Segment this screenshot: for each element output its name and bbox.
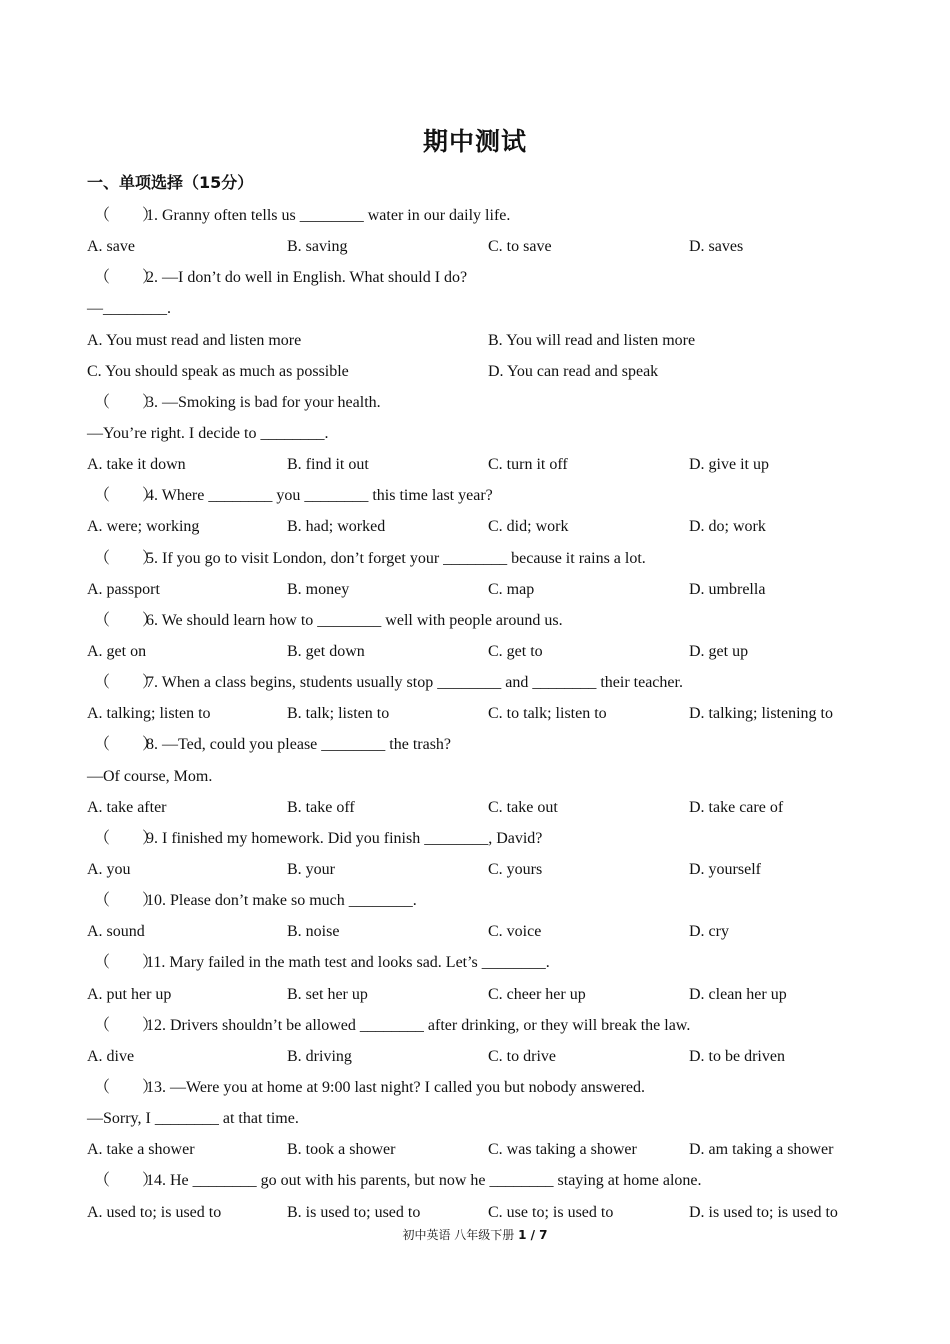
answer-option[interactable]: C. take out xyxy=(488,798,558,816)
answer-option[interactable]: D. cry xyxy=(689,923,729,941)
question-text: 12. Drivers shouldn’t be allowed ________ after drinking, or they will break the law. xyxy=(146,1016,691,1034)
answer-option[interactable]: B. You will read and listen more xyxy=(488,331,696,349)
question-list xyxy=(0,200,950,1228)
question-stem xyxy=(0,947,950,978)
answer-option[interactable]: D. to be driven xyxy=(689,1047,785,1065)
answer-option[interactable]: B. had; worked xyxy=(287,518,386,536)
answer-option[interactable]: C. yours xyxy=(488,860,543,878)
question-dialogue-line: —Sorry, I ________ at that time. xyxy=(87,1110,299,1128)
answer-option[interactable]: C. cheer her up xyxy=(488,985,586,1003)
answer-option[interactable]: A. put her up xyxy=(87,985,172,1003)
question-text: 11. Mary failed in the math test and looks sad. Let’s ________. xyxy=(146,954,550,972)
answer-option[interactable]: A. take a shower xyxy=(87,1141,195,1159)
answer-option[interactable]: A. dive xyxy=(87,1047,135,1065)
answer-blank[interactable]: （ ） xyxy=(94,1172,159,1190)
answer-option[interactable]: B. driving xyxy=(287,1047,352,1065)
answer-option[interactable]: A. You must read and listen more xyxy=(87,331,302,349)
answer-option[interactable]: D. clean her up xyxy=(689,985,787,1003)
answer-option[interactable]: B. talk; listen to xyxy=(287,705,390,723)
options-row xyxy=(0,356,950,387)
answer-option[interactable]: B. your xyxy=(287,860,335,878)
options-row xyxy=(0,916,950,947)
answer-option[interactable]: B. money xyxy=(287,580,350,598)
answer-option[interactable]: C. was taking a shower xyxy=(488,1141,637,1159)
question-text: 1. Granny often tells us ________ water in our daily life. xyxy=(146,207,511,224)
answer-option[interactable]: D. do; work xyxy=(689,518,766,536)
question-stem xyxy=(0,885,950,916)
answer-option[interactable]: D. is used to; is used to xyxy=(689,1203,838,1221)
question-text: 8. —Ted, could you please ________ the trash? xyxy=(146,736,452,754)
question-dialogue-line: —________. xyxy=(87,300,171,318)
options-row xyxy=(0,511,950,542)
answer-blank[interactable]: （ ） xyxy=(94,892,159,910)
answer-option[interactable]: C. to talk; listen to xyxy=(488,705,607,723)
question-stem xyxy=(0,262,950,293)
answer-option[interactable]: A. take after xyxy=(87,798,167,816)
question-stem xyxy=(0,729,950,760)
answer-option[interactable]: C. to drive xyxy=(488,1047,556,1065)
options-row xyxy=(0,449,950,480)
question-stem xyxy=(0,200,950,231)
question-stem xyxy=(0,480,950,511)
answer-option[interactable]: B. find it out xyxy=(287,456,369,474)
answer-option[interactable]: A. sound xyxy=(87,923,145,941)
question-stem xyxy=(0,605,950,636)
answer-blank[interactable]: （ ） xyxy=(94,207,159,224)
answer-option[interactable]: B. is used to; used to xyxy=(287,1203,421,1221)
answer-option[interactable]: B. saving xyxy=(287,238,348,256)
answer-blank[interactable]: （ ） xyxy=(94,674,159,692)
answer-option[interactable]: A. get on xyxy=(87,642,147,660)
answer-blank[interactable]: （ ） xyxy=(94,1078,159,1096)
answer-option[interactable]: C. get to xyxy=(488,642,543,660)
answer-option[interactable]: D. yourself xyxy=(689,860,761,878)
question-text: 4. Where ________ you ________ this time last year? xyxy=(146,487,493,505)
options-row xyxy=(0,1041,950,1072)
options-row xyxy=(0,636,950,667)
question-stem xyxy=(0,1072,950,1103)
answer-option[interactable]: C. You should speak as much as possible xyxy=(87,362,349,380)
answer-option[interactable]: D. saves xyxy=(689,238,744,256)
answer-blank[interactable]: （ ） xyxy=(94,487,159,505)
answer-option[interactable]: A. used to; is used to xyxy=(87,1203,222,1221)
question-text: 10. Please don’t make so much ________. xyxy=(146,892,417,910)
question-text: 5. If you go to visit London, don’t forget your ________ because it rains a lot. xyxy=(146,549,646,567)
answer-option[interactable]: A. were; working xyxy=(87,518,200,536)
answer-option[interactable]: D. talking; listening to xyxy=(689,705,833,723)
answer-option[interactable]: B. get down xyxy=(287,642,365,660)
answer-option[interactable]: C. to save xyxy=(488,238,552,256)
answer-option[interactable]: B. set her up xyxy=(287,985,368,1003)
options-row xyxy=(0,979,950,1010)
footer-text: 初中英语 八年级下册 xyxy=(402,1228,519,1242)
question-stem xyxy=(0,543,950,574)
options-row xyxy=(0,325,950,356)
options-row xyxy=(0,792,950,823)
answer-blank[interactable]: （ ） xyxy=(94,1016,159,1034)
answer-option[interactable]: A. talking; listen to xyxy=(87,705,211,723)
answer-option[interactable]: C. turn it off xyxy=(488,456,568,474)
answer-option[interactable]: B. take off xyxy=(287,798,355,816)
answer-option[interactable]: D. You can read and speak xyxy=(488,362,659,380)
section-heading: 一、单项选择（15分） xyxy=(87,173,254,192)
answer-option[interactable]: D. give it up xyxy=(689,456,769,474)
options-row xyxy=(0,1134,950,1165)
answer-blank[interactable]: （ ） xyxy=(94,393,159,411)
answer-option[interactable]: A. you xyxy=(87,860,131,878)
options-row xyxy=(0,231,950,262)
question-text: 13. —Were you at home at 9:00 last night? I called you but nobody answered. xyxy=(146,1078,646,1096)
options-row xyxy=(0,574,950,605)
answer-option[interactable]: D. umbrella xyxy=(689,580,766,598)
question-text: 7. When a class begins, students usually stop ________ and ________ their teacher. xyxy=(146,674,683,692)
answer-blank[interactable]: （ ） xyxy=(94,549,159,567)
question-text: 3. —Smoking is bad for your health. xyxy=(146,393,381,411)
answer-option[interactable]: D. get up xyxy=(689,642,749,660)
question-text: 14. He ________ go out with his parents, but now he ________ staying at home alone. xyxy=(146,1172,702,1190)
answer-option[interactable]: D. am taking a shower xyxy=(689,1141,834,1159)
answer-option[interactable]: A. passport xyxy=(87,580,160,598)
options-row xyxy=(0,698,950,729)
question-stem xyxy=(0,1165,950,1196)
answer-option[interactable]: D. take care of xyxy=(689,798,784,816)
question-text: 9. I finished my homework. Did you finish ________, David? xyxy=(146,829,543,847)
question-dialogue-line: —Of course, Mom. xyxy=(87,767,213,785)
answer-option[interactable]: B. took a shower xyxy=(287,1141,396,1159)
question-stem xyxy=(0,387,950,418)
answer-option[interactable]: C. did; work xyxy=(488,518,569,536)
answer-option[interactable]: C. use to; is used to xyxy=(488,1203,614,1221)
answer-blank[interactable]: （ ） xyxy=(94,736,159,754)
question-stem xyxy=(0,667,950,698)
answer-option[interactable]: C. voice xyxy=(488,923,542,941)
answer-option[interactable]: B. noise xyxy=(287,923,340,941)
page-footer xyxy=(0,1226,950,1243)
answer-option[interactable]: A. save xyxy=(87,238,135,256)
question-stem xyxy=(0,823,950,854)
answer-blank[interactable]: （ ） xyxy=(94,829,159,847)
page-number: 1 / 7 xyxy=(518,1228,548,1242)
answer-option[interactable]: C. map xyxy=(488,580,535,598)
question-text: 6. We should learn how to ________ well with people around us. xyxy=(146,611,563,629)
page-title: 期中测试 xyxy=(422,127,527,156)
answer-blank[interactable]: （ ） xyxy=(94,611,159,629)
question-dialogue-line: —You’re right. I decide to ________. xyxy=(87,424,329,442)
options-row xyxy=(0,1197,950,1228)
question-stem xyxy=(0,1010,950,1041)
options-row xyxy=(0,854,950,885)
answer-blank[interactable]: （ ） xyxy=(94,954,159,972)
answer-blank[interactable]: （ ） xyxy=(94,269,159,287)
answer-option[interactable]: A. take it down xyxy=(87,456,186,474)
question-text: 2. —I don’t do well in English. What should I do? xyxy=(146,269,468,287)
